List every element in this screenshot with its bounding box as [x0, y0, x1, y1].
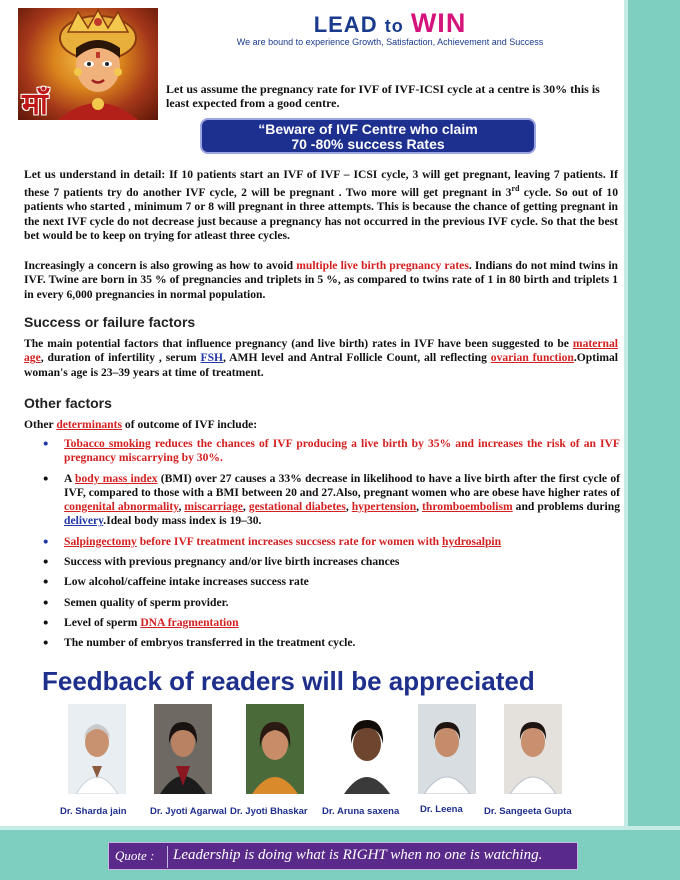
- portrait-icon: [504, 704, 562, 794]
- list-item-embryos: [40, 636, 620, 650]
- paragraph-4-text-b: of outcome of IVF include:: [122, 418, 258, 431]
- tagline: We are bound to experience Growth, Satisfaction, Achievement and Success: [236, 37, 544, 47]
- dna-fragmentation-link[interactable]: DNA fragmentation: [140, 615, 239, 629]
- doctor-name-4: Dr. Aruna saxena: [322, 806, 400, 817]
- paragraph-1: [24, 168, 618, 243]
- bullet-dot: •: [42, 437, 50, 451]
- paragraph-3-text-a: The main potential factors that influence pregnancy (and live birth) rates in IVF have been suggested to be: [24, 337, 573, 350]
- doctor-card-4: [322, 704, 400, 817]
- body-mass-index-link[interactable]: body mass index: [75, 471, 158, 485]
- doctor-photo-3: [246, 704, 304, 794]
- separator: ,: [345, 500, 352, 514]
- paragraph-1-text-a: Let us understand in detail: If 10 patients start an IVF of IVF – ICSI cycle, 3 will get pregnant, leaving 7 patients. If these 7 patients try do another IVF cycle, 2 will be pregnant . Two more will get pregnant in 3: [24, 168, 618, 200]
- determinants-link[interactable]: determinants: [56, 418, 123, 431]
- portrait-icon: [246, 704, 304, 794]
- bullet-dot: •: [42, 471, 50, 486]
- paragraph-3-text-d: .Optimal woman's age is 23–39 years at time of treatment.: [24, 351, 618, 379]
- list-item-bmi-text-d: .Ideal body mass index is 19–30.: [103, 514, 262, 528]
- paragraph-1-text-b: cycle. So out of 10 patients who started , minimum 7 or 8 will pregnant in three attempts. This is because the chance of getting pregnant in the next IVF cycle do not decrease just because a pregnancy has not occurred in the previous IVF cycle. So that the best bet would be to keep on trying for atleast three cycles.: [24, 186, 618, 243]
- doctor-photo-2: [154, 704, 212, 794]
- multiple-birth-link[interactable]: multiple live birth pregnancy rates: [296, 259, 469, 272]
- bullet-dot: •: [42, 575, 50, 590]
- feedback-heading: Feedback of readers will be appreciated: [42, 666, 535, 696]
- list-item-smoking-text: reduces the chances of IVF producing a live birth by 35% and increases the risk of an IVF pregnancy miscarrying by 30%.: [64, 437, 620, 465]
- doctor-name-5: Dr. Leena: [420, 804, 463, 815]
- list-item-dna: [40, 616, 620, 630]
- callout-box: [200, 118, 536, 154]
- list-item-bmi-text-b: (BMI) over 27 causes a 33% decrease in likelihood to have a live birth after the first cycle of IVF, compared to those with a BMI between 20 and 27.Also, pregnant women who are obese have higher rates of: [64, 471, 620, 499]
- doctor-name-1: Dr. Sharda jain: [60, 806, 127, 817]
- paragraph-4-text-a: Other: [24, 418, 57, 431]
- list-item-embryos-text: The number of embryos transferred in the treatment cycle.: [64, 636, 356, 650]
- thromboembolism-link[interactable]: thromboembolism: [422, 500, 513, 514]
- tobacco-smoking-link[interactable]: Tobacco smoking: [64, 437, 151, 450]
- doctor-card-5: [418, 704, 476, 815]
- list-item-salpingectomy-text: before IVF treatment increases succsess rate for women with: [136, 534, 443, 548]
- doctor-photo-6: [504, 704, 562, 794]
- ovarian-function-link[interactable]: ovarian function: [490, 351, 574, 365]
- bullet-dot: •: [42, 555, 50, 570]
- quote-bar: [108, 842, 578, 870]
- hydrosalpin-link[interactable]: hydrosalpin: [442, 534, 502, 548]
- paragraph-2: [24, 259, 618, 302]
- brand-title: [170, 8, 610, 39]
- list-item-previous-pregnancy-text: Success with previous pregnancy and/or live birth increases chances: [64, 555, 400, 569]
- goddess-image: [18, 8, 158, 120]
- quote-text: Leadership is doing what is RIGHT when no one is watching.: [173, 847, 543, 863]
- portrait-icon: [338, 704, 396, 794]
- brand-lead: LEAD: [313, 12, 378, 37]
- bullet-dot: •: [42, 615, 50, 630]
- list-item-alcohol: [40, 575, 620, 589]
- paragraph-2-text-a: Increasingly a concern is also growing as how to avoid: [24, 259, 297, 272]
- portrait-icon: [154, 704, 212, 794]
- fsh-link[interactable]: FSH: [200, 351, 224, 365]
- doctor-card-3: [230, 704, 308, 817]
- hypertension-link[interactable]: hypertension: [351, 500, 417, 514]
- heading-success-factors: Success or failure factors: [24, 314, 196, 330]
- separator: ,: [416, 500, 423, 514]
- doctor-photo-5: [418, 704, 476, 794]
- list-item-salpingectomy: [40, 535, 620, 549]
- side-band: [628, 0, 680, 880]
- callout-line-1: “Beware of IVF Centre who claim: [258, 121, 478, 137]
- list-item-alcohol-text: Low alcohol/caffeine intake increases success rate: [64, 575, 309, 589]
- maa-label: माँ: [22, 87, 48, 120]
- miscarriage-link[interactable]: miscarriage: [184, 500, 243, 514]
- list-item-previous-pregnancy: [40, 555, 620, 569]
- separator: ,: [178, 500, 185, 514]
- bullet-dot: •: [42, 636, 50, 651]
- masthead: [170, 8, 610, 47]
- doctor-card-1: [60, 704, 127, 817]
- portrait-icon: [68, 704, 126, 794]
- quote-divider: [167, 846, 168, 868]
- list-item-bmi-text-c: and problems during: [512, 500, 620, 514]
- delivery-link[interactable]: delivery: [64, 514, 104, 528]
- maternal-age-link[interactable]: maternal age: [24, 337, 618, 365]
- paragraph-3-text-c: , AMH level and Antral Follicle Count, all reflecting: [223, 351, 491, 365]
- paragraph-3-text-b: , duration of infertility , serum: [40, 351, 201, 365]
- list-item-smoking: [40, 437, 620, 466]
- congenital-abnormality-link[interactable]: congenital abnormality: [64, 500, 179, 514]
- brand-to: to: [384, 16, 404, 36]
- paragraph-1-sup: rd: [511, 184, 520, 194]
- paragraph-3: [24, 337, 618, 380]
- gestational-diabetes-link[interactable]: gestational diabetes: [248, 500, 346, 514]
- list-item-semen-quality-text: Semen quality of sperm provider.: [64, 595, 229, 609]
- doctor-name-6: Dr. Sangeeta Gupta: [484, 806, 572, 817]
- doctor-photos: [56, 704, 616, 816]
- brand-win: WIN: [410, 8, 467, 38]
- list-item-semen-quality: [40, 596, 620, 610]
- callout-line-2: 70 -80% success Rates: [291, 136, 445, 152]
- list-item-bmi: [40, 472, 620, 529]
- bullet-dot: •: [42, 534, 50, 549]
- bullet-dot: •: [42, 595, 50, 610]
- intro-text: Let us assume the pregnancy rate for IVF of IVF-ICSI cycle at a centre is 30% this is least expected from a good centre.: [166, 82, 600, 110]
- separator: ,: [242, 500, 249, 514]
- salpingectomy-link[interactable]: Salpingectomy: [64, 534, 137, 548]
- doctor-photo-1: [68, 704, 126, 794]
- doctor-name-3: Dr. Jyoti Bhaskar: [230, 806, 308, 817]
- paragraph-4: [24, 418, 618, 432]
- portrait-icon: [418, 704, 476, 794]
- list-item-dna-text: Level of sperm: [64, 615, 141, 629]
- doctor-name-2: Dr. Jyoti Agarwal: [150, 806, 227, 817]
- paragraph-2-text-b: . Indians do not mind twins in IVF. Twine are born in 35 % of pregnancies and triplets in 5 %, as compared to twins rate of 1 in 80 birth and triplets 1 in every 6,000 pregnancies in normal population.: [24, 259, 619, 301]
- heading-other-factors: Other factors: [24, 395, 112, 411]
- list-item-bmi-text-a: A: [64, 471, 75, 485]
- doctor-card-6: [484, 704, 572, 817]
- quote-label: Quote :: [115, 848, 155, 863]
- factors-list: [40, 437, 620, 657]
- doctor-photo-4: [338, 704, 396, 794]
- doctor-card-2: [150, 704, 227, 817]
